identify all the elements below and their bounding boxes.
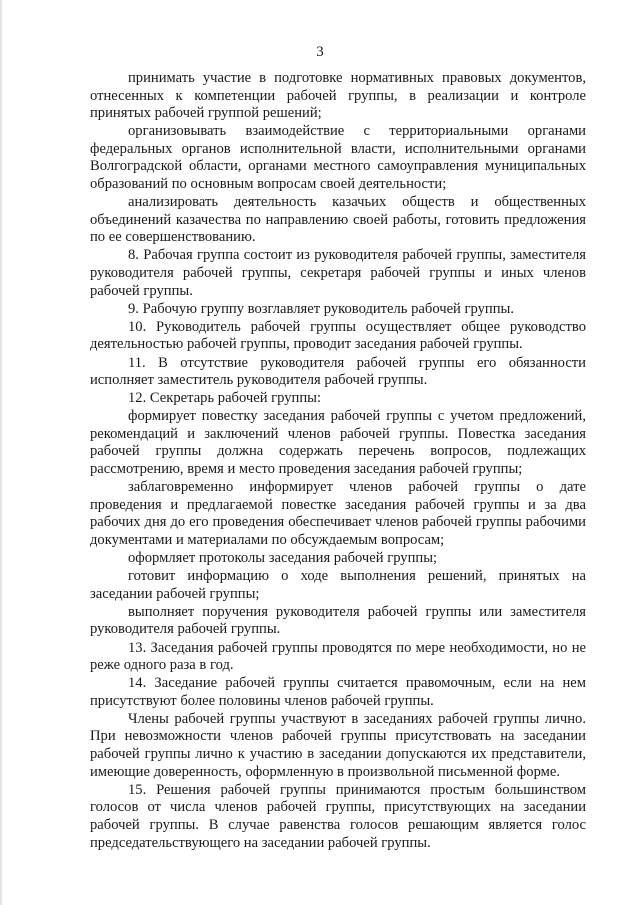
- scan-edge: [0, 0, 3, 905]
- paragraph: 15. Решения рабочей группы принимаются простым большинством голосов от числа членов рабочей группы, присутствующих на заседании рабочей группы. В случае равенства голосов решающим является голос председательствующего на заседании рабочей группы.: [90, 781, 586, 851]
- paragraph: выполняет поручения руководителя рабочей группы или заместителя руководителя рабочей группы.: [90, 603, 586, 638]
- paragraph: 8. Рабочая группа состоит из руководителя рабочей группы, заместителя руководителя рабочей группы, секретаря рабочей группы и иных членов рабочей группы.: [90, 247, 586, 299]
- paragraph: Члены рабочей группы участвуют в заседаниях рабочей группы лично. При невозможности членов рабочей группы присутствовать на заседании рабочей группы лично к участию в заседании допускаются их представители, имеющие доверенность, оформленную в произвольной письменной форме.: [90, 710, 586, 780]
- paragraph: 12. Секретарь рабочей группы:: [128, 390, 322, 407]
- paragraph: 10. Руководитель рабочей группы осуществляет общее руководство деятельностью рабочей группы, проводит заседания рабочей группы.: [90, 318, 586, 353]
- document-body: [90, 70, 586, 853]
- paragraph: 9. Рабочую группу возглавляет руководитель рабочей группы.: [128, 300, 514, 317]
- paragraph: формирует повестку заседания рабочей группы с учетом предложений, рекомендаций и заключений членов рабочей группы. Повестка заседания рабочей группы должна содержать перечень вопросов, подлежащих рассмотрению, время и место проведения заседания рабочей группы;: [90, 408, 586, 478]
- paragraph: анализировать деятельность казачьих обществ и общественных объединений казачества по направлению своей работы, готовить предложения по ее совершенствованию.: [90, 194, 586, 246]
- paragraph: 11. В отсутствие руководителя рабочей группы его обязанности исполняет заместитель руководителя рабочей группы.: [90, 354, 586, 389]
- paragraph: 13. Заседания рабочей группы проводятся по мере необходимости, но не реже одного раза в год.: [90, 639, 586, 674]
- paragraph: готовит информацию о ходе выполнения решений, принятых на заседании рабочей группы;: [90, 568, 586, 602]
- paragraph: принимать участие в подготовке нормативных правовых документов, отнесенных к компетенции рабочей группы, в реализации и контроле принятых рабочей группой решений;: [90, 70, 586, 122]
- paragraph: 14. Заседание рабочей группы считается правомочным, если на нем присутствуют более половины членов рабочей группы.: [90, 675, 586, 709]
- paragraph: организовывать взаимодействие с территориальными органами федеральных органов исполнительной власти, исполнительными органами Волгоградской области, органами местного самоуправления муниципальных образований по основным вопросам своей деятельности;: [90, 123, 586, 193]
- paragraph: оформляет протоколы заседания рабочей группы;: [128, 550, 438, 567]
- paragraph: заблаговременно информирует членов рабочей группы о дате проведения и предлагаемой повестке заседания рабочей группы и за два рабочих дня до его проведения обеспечивает членов рабочей группы рабочими документами и материалами по обсуждаемым вопросам;: [90, 479, 586, 548]
- page-number: 3: [316, 44, 324, 60]
